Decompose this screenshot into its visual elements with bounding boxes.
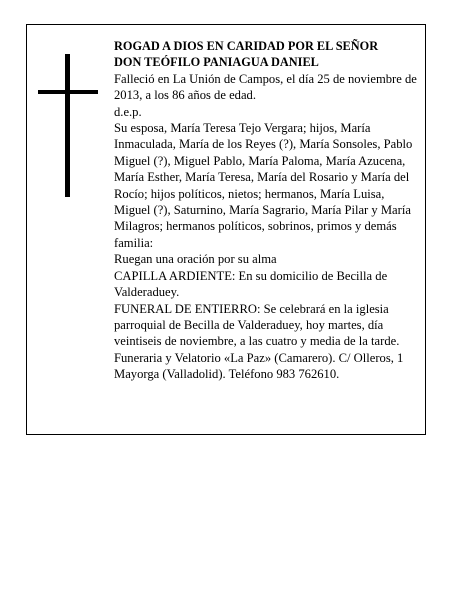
- dep-text: d.e.p.: [114, 104, 142, 119]
- prayer-request: Ruegan una oración por su alma: [114, 252, 277, 267]
- family-list: Su esposa, María Teresa Tejo Vergara; hijos, María Inmaculada, María de los Reyes (?), María Sonsoles, Pablo Miguel (?), Miguel Pablo, María Paloma, María Azucena, María Esther, María Teresa, María del Rosario y María del Rocío; hijos políticos, nietos; hermanos, María Luisa, Miguel (?), Saturnino, María Sagrario, María Pilar y María Milagros; hermanos políticos, sobrinos, primos y demás familia:: [114, 121, 413, 250]
- cross-vertical-bar: [65, 54, 70, 197]
- headline-line-2: DON TEÓFILO PANIAGUA DANIEL: [114, 55, 319, 70]
- obituary-text: [114, 38, 419, 383]
- chapel-info: CAPILLA ARDIENTE: En su domicilio de Becilla de Valderaduey.: [114, 268, 388, 300]
- death-info: Falleció en La Unión de Campos, el día 25 de noviembre de 2013, a los 86 años de edad.: [114, 71, 417, 103]
- cross-horizontal-bar: [38, 90, 98, 94]
- funeral-home-info: Funeraria y Velatorio «La Paz» (Camarero). C/ Olleros, 1 Mayorga (Valladolid). Teléfono 983 762610.: [114, 350, 404, 382]
- headline-line-1: ROGAD A DIOS EN CARIDAD POR EL SEÑOR: [114, 39, 379, 53]
- funeral-info: FUNERAL DE ENTIERRO: Se celebrará en la iglesia parroquial de Becilla de Valderaduey, hoy martes, día veintiseis de noviembre, a las cuatro y media de la tarde.: [114, 301, 400, 349]
- latin-cross-icon: [38, 54, 98, 197]
